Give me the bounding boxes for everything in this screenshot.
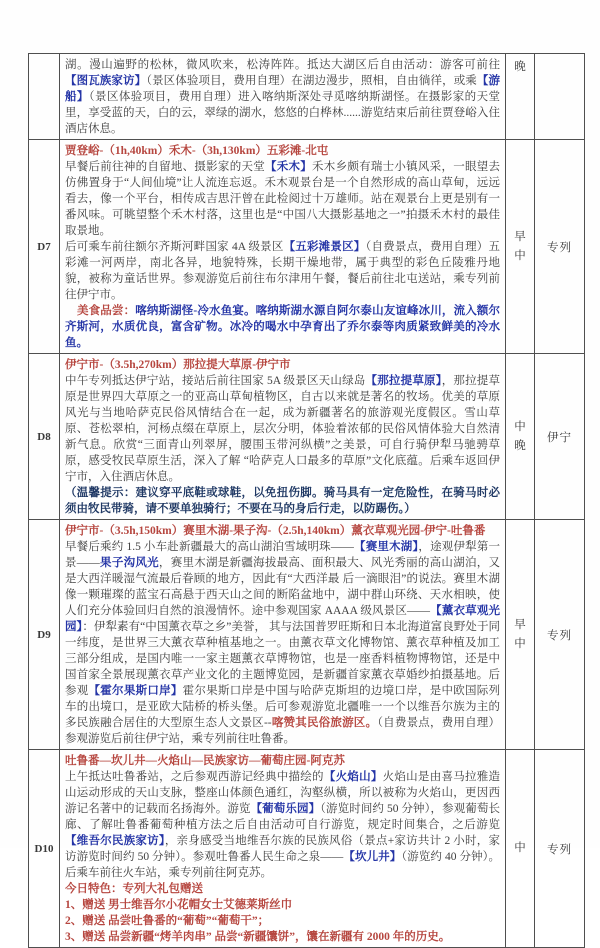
text-segment: ，途观伊犁第一景—— bbox=[65, 541, 501, 569]
train-or-stay-cell: 专列 bbox=[535, 520, 585, 750]
text-segment: （自费景点，费用自理）五彩滩一河两岸，南北各异，地貌特殊，长期干燥地带，属于典型的彩色丘陵雅丹地貌，被称为童话世界。参观游览后前往布尔津用午餐，餐后前往北屯送站，乘专列前往伊宁市。 bbox=[65, 241, 501, 301]
itinerary-paragraph bbox=[65, 303, 500, 351]
text-segment: （景区体验项目，费用自理）进入喀纳斯深处寻觅喀纳斯湖怪。在摄影家的天堂里，享受蓝的天，白的云，翠绿的湖水，悠悠的白桦林......游览结束后前往贾登峪入住酒店休息。 bbox=[65, 91, 501, 135]
text-segment: 【禾木】 bbox=[264, 161, 313, 173]
description-cell bbox=[60, 520, 506, 750]
itinerary-paragraph bbox=[65, 357, 500, 373]
text-segment: 1、赠送 男士维吾尔小花帽女士艾德莱斯丝巾 bbox=[65, 899, 293, 911]
text-segment: 中午专列抵达伊宁站，接站后前往国家 5A 级景区天山绿岛 bbox=[65, 375, 366, 387]
text-segment: 【维吾尔民族家访】 bbox=[65, 835, 165, 847]
itinerary-table bbox=[28, 53, 585, 948]
meals-cell bbox=[506, 140, 535, 354]
text-segment: ，赛里木湖是新疆海拔最高、面积最大、风光秀丽的高山湖泊，又是大西洋暖湿气流最后眷顾的地方，因此有“大西洋最 后一滴眼泪”的说法。赛里木湖像一颗璀璨的蓝宝石高悬于西天山之间的断陷盆地中，湖中群山环绕、天水相映，使人们充分体验回归自然的浪漫情怀。途中参观国家 AAAA 级风景区—— bbox=[65, 557, 501, 617]
text-segment: 【图瓦族家访】 bbox=[65, 75, 147, 87]
train-or-stay-cell bbox=[535, 54, 585, 140]
itinerary-paragraph bbox=[65, 913, 500, 929]
train-or-stay-cell: 专列 bbox=[535, 140, 585, 354]
text-segment: 3、赠送 品尝新疆“烤羊肉串” 品尝“新疆馕饼”，馕在新疆有 2000 年的历史。 bbox=[65, 931, 451, 943]
itinerary-paragraph bbox=[65, 143, 500, 159]
description-cell bbox=[60, 354, 506, 520]
meals-value: 中 bbox=[514, 842, 526, 854]
text-segment: （景区体验项目，费用自理）在湖边漫步，照相，自由徜徉，或乘 bbox=[146, 75, 477, 87]
train-or-stay-cell: 专列 bbox=[535, 750, 585, 948]
text-segment: 【坎儿井】 bbox=[343, 851, 402, 863]
itinerary-paragraph bbox=[65, 897, 500, 913]
text-segment: 【游船】 bbox=[65, 75, 501, 103]
text-segment: 【火焰山】 bbox=[323, 771, 383, 783]
text-segment: 今日特色： bbox=[65, 883, 123, 895]
itinerary-row-d7 bbox=[29, 140, 585, 354]
text-segment: 【葡萄乐园】 bbox=[250, 803, 321, 815]
itinerary-row-d8 bbox=[29, 354, 585, 520]
description-content bbox=[60, 54, 505, 139]
text-segment: 专列大礼包赠送 bbox=[122, 883, 203, 895]
text-segment: 伊宁市-（3.5h,270km）那拉提大草原-伊宁市 bbox=[65, 359, 291, 371]
text-segment: 【五彩滩景区】 bbox=[283, 241, 366, 253]
text-segment: 霍尔果斯口岸是中国与哈萨克斯坦的边境口岸，是中欧国际列车的出境口，是亚欧大陆桥的桥头堡。后可参观游览北疆唯一一个以维吾尔族为主的多民族融合居住的大型原生态人文景区-- bbox=[65, 685, 501, 729]
text-segment: ，那拉提草原是世界四大草原之一的亚高山草甸植物区，自古以来就是著名的牧场。优美的草原风光与当地哈萨克民俗风情结合在一起，成为新疆著名的旅游观光度假区。雪山草原、苍松翠柏，河杨点缀在草原上，层次分明，体验着浓郁的民俗风情体验大自然清新气息。欣赏“三面青山列翠屏，腰围玉带河纵横”之美景，可自行骑伊犁马驰骋草原，感受牧民草原生活，深入了解 “哈萨克人口最多的草原”文化底蕴。后乘车返回伊宁市，入住酒店休息。 bbox=[65, 375, 501, 483]
description-cell bbox=[60, 750, 506, 948]
text-segment: （游览时间约 50 分钟），参观葡萄长廊、了解吐鲁番葡萄种植方法之后自由活动可自行游览，规定时间集合，之后游览 bbox=[65, 803, 500, 831]
itinerary-paragraph bbox=[65, 159, 500, 239]
day-cell: D9 bbox=[29, 520, 60, 750]
text-segment: 【那拉提草原】 bbox=[365, 375, 442, 387]
itinerary-row-d10 bbox=[29, 750, 585, 948]
text-segment: 贾登峪-（1h,40km）禾木-（3h,130km）五彩滩-北屯 bbox=[65, 145, 329, 157]
itinerary-paragraph bbox=[65, 57, 500, 137]
itinerary-paragraph bbox=[65, 239, 500, 303]
meals-cell bbox=[506, 354, 535, 520]
meals-cell bbox=[506, 54, 535, 140]
meals-value: 晚 bbox=[514, 61, 526, 73]
itinerary-paragraph bbox=[65, 539, 500, 747]
text-segment: 喀赞其民俗旅游区。 bbox=[271, 717, 378, 729]
text-segment: （自费景点，费用自理）参观游览后前往伊宁站，乘专列前往吐鲁番。 bbox=[65, 717, 501, 745]
itinerary-paragraph bbox=[65, 485, 500, 517]
train-or-stay-cell: 伊宁 bbox=[535, 354, 585, 520]
text-segment: 【霍尔果斯口岸】 bbox=[88, 685, 183, 697]
itinerary-paragraph bbox=[65, 769, 500, 881]
meals-value: 早中 bbox=[514, 618, 526, 650]
itinerary-paragraph bbox=[65, 881, 500, 897]
meals-value: 早中 bbox=[514, 230, 526, 262]
description-content bbox=[60, 520, 505, 749]
description-content bbox=[60, 140, 505, 353]
day-cell bbox=[29, 54, 60, 140]
meals-cell bbox=[506, 750, 535, 948]
itinerary-row-continued bbox=[29, 54, 585, 140]
text-segment: 【薰衣草观光园】 bbox=[65, 605, 500, 633]
text-segment: 早餐后乘约 1.5 小车赴新疆最大的高山湖泊雪域明珠—— bbox=[65, 541, 354, 553]
text-segment: 禾木乡颇有瑞士小镇风采，一眼望去仿佛置身于“人间仙境”让人流连忘返。禾木观景台是一个自然形成的高山草甸，远远看去，像一个平台，相传成吉思汗曾在此检阅过十万雄师。站在观景台上更是别有一番风味。可眺望整个禾木村落，这里也是“中国八大摄影基地之一”拍摄禾木村的最佳取景地。 bbox=[65, 161, 501, 237]
text-segment: 喀纳斯湖怪-冷水鱼宴。喀纳斯湖水源自阿尔泰山友谊峰冰川，流入额尔齐斯河，水质优良，富含矿物。冰冷的喝水中孕育出了乔尔泰等肉质紧致鲜美的冷水鱼。 bbox=[65, 305, 500, 349]
text-segment: 2、赠送 品尝吐鲁番的“葡萄”“葡萄干”； bbox=[65, 915, 270, 927]
text-segment: （游览约 40 分钟）。后乘车前往火车站，乘专列前往阿克苏。 bbox=[65, 851, 501, 879]
itinerary-paragraph bbox=[65, 373, 500, 485]
text-segment: 伊宁市-（3.5h,150km）赛里木湖-果子沟-（2.5h,140km）薰衣草观光园-伊宁-吐鲁番 bbox=[65, 525, 486, 537]
text-segment: 上午抵达吐鲁番站，之后参观西游记经典中描绘的 bbox=[65, 771, 324, 783]
itinerary-table-body bbox=[29, 54, 585, 948]
text-segment: 早餐后前往神的自留地、摄影家的天堂 bbox=[65, 161, 265, 173]
description-cell bbox=[60, 140, 506, 354]
text-segment: 果子沟风光 bbox=[99, 557, 159, 569]
text-segment: 吐鲁番—坎儿井—火焰山—民族家访—葡萄庄园-阿克苏 bbox=[65, 755, 345, 767]
text-segment: ：伊犁素有“中国薰衣草之乡”美誉， 其与法国普罗旺斯和日本北海道富良野处于同一纬度，是世界三大薰衣草种植基地之一。由薰衣草文化博物馆、薰衣草种植及加工三部分组成，是国内唯一一家主题薰衣草博物馆，也是一座香料植物博物馆，还是中国首家全景展现薰衣草产业文化的主题博览园，是新疆首家薰衣草婚纱拍摄基地。后参观 bbox=[65, 621, 500, 697]
itinerary-row-d9 bbox=[29, 520, 585, 750]
meals-value: 中晚 bbox=[514, 420, 526, 452]
description-cell bbox=[60, 54, 506, 140]
day-cell: D10 bbox=[29, 750, 60, 948]
itinerary-paragraph bbox=[65, 523, 500, 539]
itinerary-paragraph bbox=[65, 929, 500, 945]
text-segment: 美食品尝： bbox=[77, 305, 136, 317]
description-content bbox=[60, 750, 505, 947]
text-segment: ，亲身感受当地维吾尔族的民族风俗（景点+家访共计 2 小时，家访游览时间约 50 分钟）。参观吐鲁番人民生命之泉—— bbox=[65, 835, 501, 863]
meals-cell bbox=[506, 520, 535, 750]
text-segment: 后可乘车前往额尔齐斯河畔国家 4A 级景区 bbox=[65, 241, 284, 253]
description-content bbox=[60, 354, 505, 519]
text-segment: 【赛里木湖】 bbox=[353, 541, 419, 553]
text-segment: 湖。漫山遍野的松林，微风吹来，松涛阵阵。抵达大湖区后自由活动：游客可前往 bbox=[65, 59, 500, 71]
text-segment: 火焰山是由喜马拉雅造山运动形成的天山支脉，整座山体颜色通红，沟壑纵横，所以被称为火焰山，更因西游记名著中的记载而名扬海外。游览 bbox=[65, 771, 501, 815]
itinerary-paragraph bbox=[65, 753, 500, 769]
text-segment: （温馨提示：建议穿平底鞋或球鞋，以免扭伤脚。骑马具有一定危险性，在骑马时必须由牧民带骑，请不要单独骑行；不要在马的身后行走，以防踢伤。） bbox=[65, 487, 500, 515]
day-cell: D8 bbox=[29, 354, 60, 520]
day-cell: D7 bbox=[29, 140, 60, 354]
